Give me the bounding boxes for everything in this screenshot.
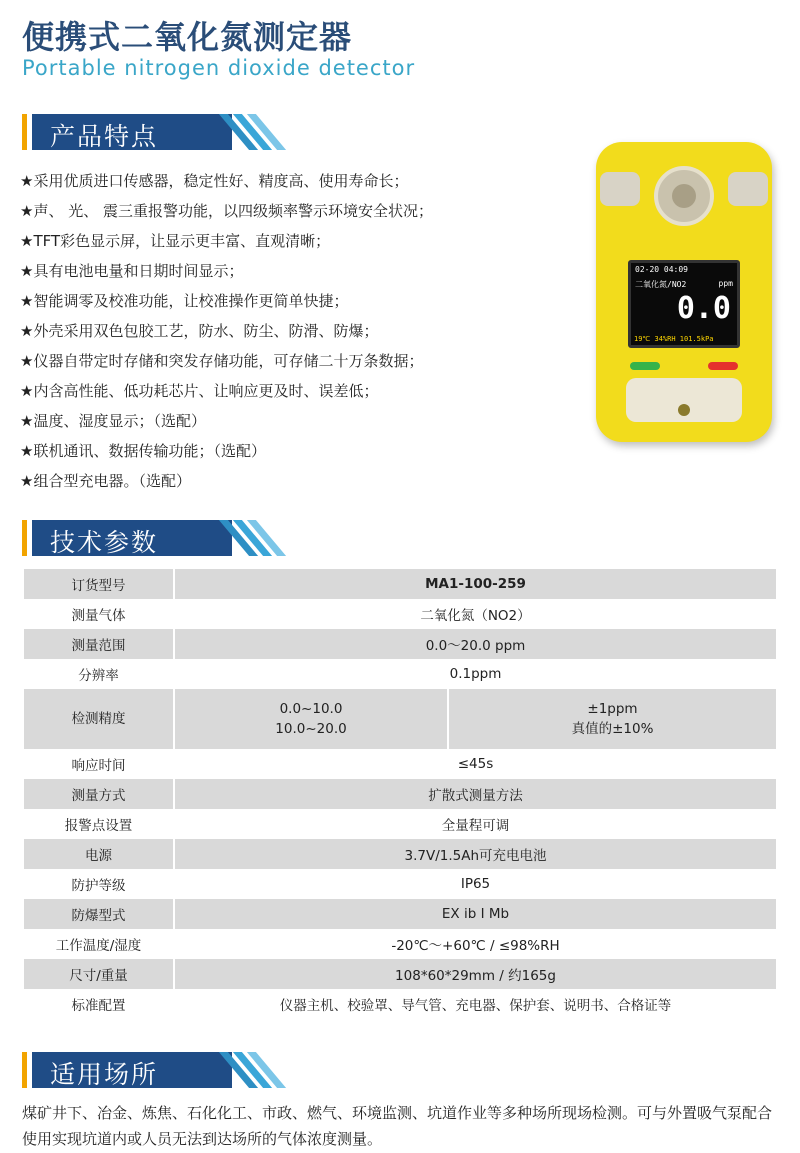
device-green-button [630,362,660,370]
display-status: 19℃ 34%RH 101.5kPa [634,335,714,343]
table-row [24,989,776,1019]
section-accent-bar [22,520,27,556]
section-accent-bar [22,114,27,150]
features-section-title: 产品特点 [50,122,159,151]
features-list [20,166,580,496]
feature-item: ★声、 光、 震三重报警功能，以四级频率警示环境安全状况； [20,202,433,220]
alarm-light-left [600,172,640,206]
feature-item: ★组合型充电器。（选配） [20,472,191,490]
section-title-box [32,1052,232,1088]
section-title-box [32,114,232,150]
display-gas-name: 二氧化氮/NO2 [635,280,687,289]
spec-label: 检测精度 [24,689,174,749]
accuracy-ranges [174,689,448,749]
table-row [24,929,776,959]
spec-label: 电源 [24,839,174,869]
table-row [24,869,776,899]
spec-label: 响应时间 [24,749,174,779]
feature-item: ★联机通讯、数据传输功能；（选配） [20,442,266,460]
device-display [628,260,740,348]
spec-value: IP65 [174,869,776,899]
display-reading: 0.0 [676,291,731,326]
feature-item: ★TFT彩色显示屏，让显示更丰富、直观清晰； [20,232,331,250]
feature-item: ★外壳采用双色包胶工艺，防水、防尘、防滑、防爆； [20,322,379,340]
spec-value: MA1-100-259 [174,569,776,599]
spec-value: EX ib Ⅰ Mb [174,899,776,929]
accuracy-value: ±1ppm [587,701,638,717]
spec-label: 测量范围 [24,629,174,659]
features-section-header [22,112,282,152]
table-row [24,569,776,599]
accuracy-range: 10.0~20.0 [275,721,347,737]
spec-value: 108*60*29mm / 约165g [174,959,776,989]
spec-label: 订货型号 [24,569,174,599]
spec-label: 工作温度/湿度 [24,929,174,959]
spec-value: ≤45s [174,749,776,779]
specs-section-title: 技术参数 [50,528,159,557]
spec-label: 测量气体 [24,599,174,629]
spec-label: 测量方式 [24,779,174,809]
usage-section-title: 适用场所 [50,1060,159,1089]
spec-label: 尺寸/重量 [24,959,174,989]
alarm-light-right [728,172,768,206]
spec-value: 扩散式测量方法 [174,779,776,809]
usage-section-header [22,1050,282,1090]
display-datetime: 02-20 04:09 [635,265,688,274]
table-row [24,659,776,689]
spec-value: -20℃～+60℃ / ≤98%RH [174,929,776,959]
table-row [24,599,776,629]
spec-label: 防爆型式 [24,899,174,929]
spec-value: 仪器主机、校验罩、导气管、充电器、保护套、说明书、合格证等 [174,989,776,1019]
table-row [24,629,776,659]
spec-label: 防护等级 [24,869,174,899]
table-row [24,839,776,869]
feature-item: ★智能调零及校准功能，让校准操作更简单快捷； [20,292,349,310]
table-row [24,809,776,839]
accuracy-values [448,689,776,749]
spec-value: 二氧化氮（NO2） [174,599,776,629]
specs-section-header [22,518,282,558]
gas-sensor-icon [654,166,714,226]
spec-label: 标准配置 [24,989,174,1019]
spec-label: 分辨率 [24,659,174,689]
feature-item: ★采用优质进口传感器，稳定性好、精度高、使用寿命长； [20,172,409,190]
page-title: 便携式二氧化氮测定器 [22,18,353,56]
device-red-button [708,362,738,370]
table-row [24,959,776,989]
display-unit: ppm [718,279,733,288]
buzzer-hole-icon [678,404,690,416]
feature-item: ★具有电池电量和日期时间显示； [20,262,244,280]
spec-value: 0.1ppm [174,659,776,689]
accuracy-value: 真值的±10% [571,721,654,737]
section-accent-bar [22,1052,27,1088]
table-row [24,749,776,779]
page-subtitle: Portable nitrogen dioxide detector [22,56,416,80]
spec-value: 3.7V/1.5Ah可充电电池 [174,839,776,869]
feature-item: ★内含高性能、低功耗芯片、让响应更及时、误差低； [20,382,379,400]
spec-value: 0.0～20.0 ppm [174,629,776,659]
usage-description: 煤矿井下、冶金、炼焦、石化化工、市政、燃气、环境监测、坑道作业等多种场所现场检测。可与外置吸气泵配合使用实现坑道内或人员无法到达场所的气体浓度测量。 [22,1104,773,1148]
table-row [24,779,776,809]
feature-item: ★仪器自带定时存储和突发存储功能，可存储二十万条数据； [20,352,424,370]
table-row [24,689,776,749]
product-image [596,142,772,442]
spec-value: 全量程可调 [174,809,776,839]
spec-label: 报警点设置 [24,809,174,839]
table-row [24,899,776,929]
section-title-box [32,520,232,556]
specs-table [24,569,776,1019]
feature-item: ★温度、湿度显示；（选配） [20,412,206,430]
accuracy-range: 0.0~10.0 [279,701,343,717]
